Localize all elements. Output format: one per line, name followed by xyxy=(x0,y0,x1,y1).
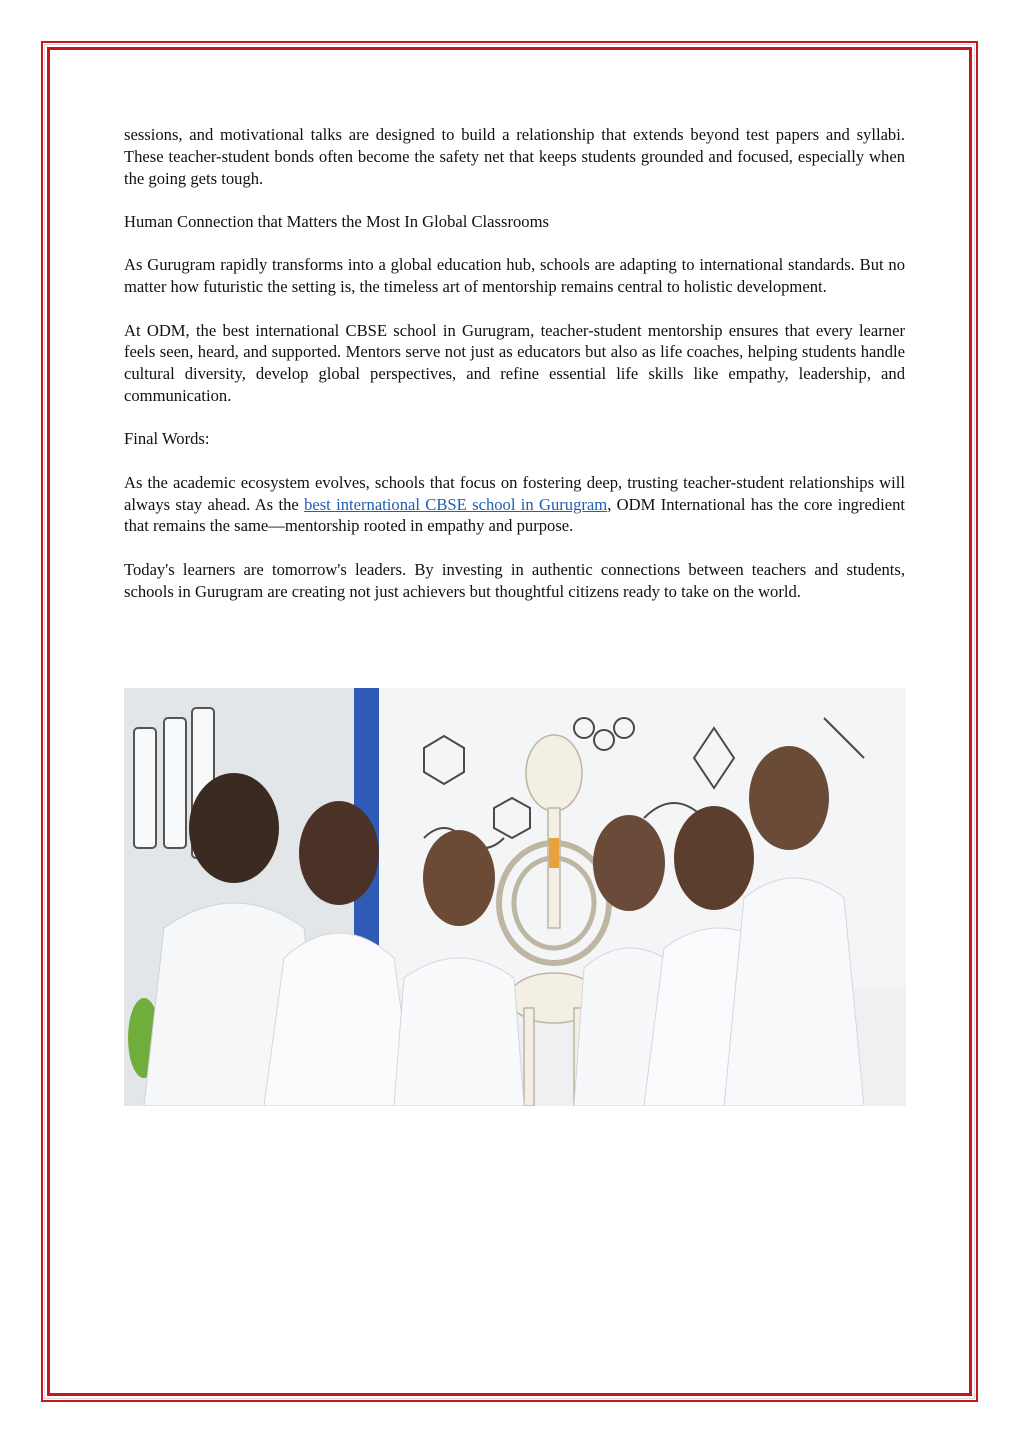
paragraph-text-after-link: , ODM International has the core ingredient that remains the same—mentorship rooted in empathy and purpose. xyxy=(124,494,906,536)
document-body xyxy=(124,124,905,624)
paragraph-learners-leaders: Today's learners are tomorrow's leaders. By investing in authentic connections between teachers and students, schools in Gurugram are creating not just achievers but thoughtful citizens ready to take on the world. xyxy=(124,559,905,601)
paragraph-odm-mentorship: At ODM, the best international CBSE school in Gurugram, teacher-student mentorship ensures that every learner feels seen, heard, and supported. Mentors serve not just as educators but also as life coaches, helping students handle cultural diversity, develop global perspectives, and refine essential life skills like empathy, leadership, and communication. xyxy=(124,320,905,405)
paragraph-text-before-link: As the academic ecosystem evolves, schools that focus on fostering deep, trusting teacher-student relationships will always stay ahead. As the xyxy=(124,472,905,514)
paragraph-mentorship-sessions: sessions, and motivational talks are designed to build a relationship that extends beyond test papers and syllabi. These teacher-student bonds often become the safety net that keeps students grounded and focused, especially when the going gets tough. xyxy=(124,125,905,188)
students-lab-photo xyxy=(124,688,906,1106)
paragraph-academic-ecosystem xyxy=(124,472,905,537)
section-heading-final-words: Final Words: xyxy=(124,429,210,449)
best-cbse-school-link[interactable]: best international CBSE school in Gurugram xyxy=(304,494,608,514)
section-heading-human-connection: Human Connection that Matters the Most In Global Classrooms xyxy=(124,211,549,231)
paragraph-gurugram-hub: As Gurugram rapidly transforms into a global education hub, schools are adapting to international standards. But no matter how futuristic the setting is, the timeless art of mentorship remains central to holistic development. xyxy=(124,255,905,297)
